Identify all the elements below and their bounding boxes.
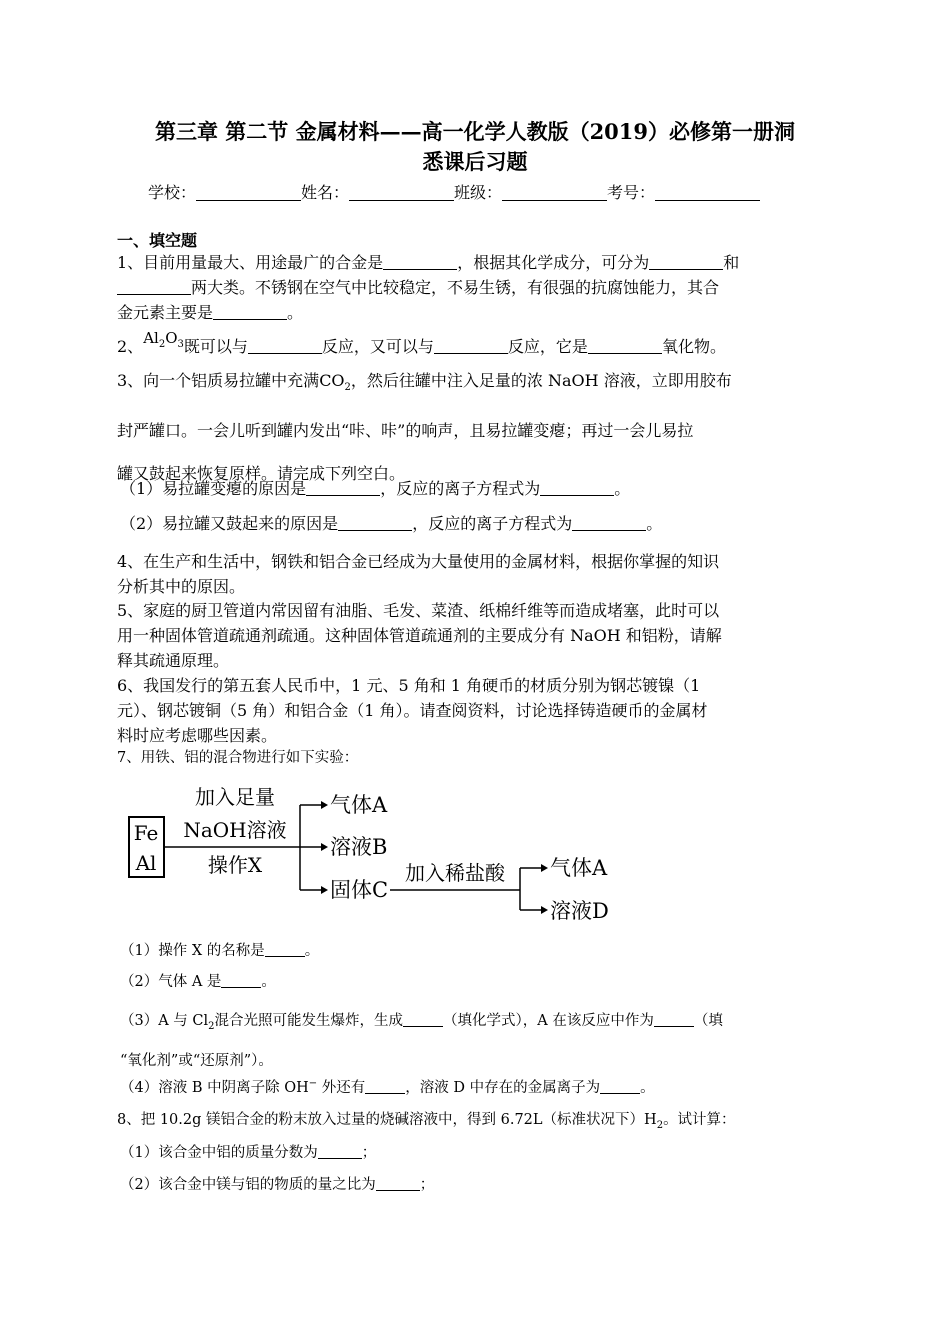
operation-label: 操作X [207, 853, 263, 877]
q2-blank-3[interactable] [588, 338, 662, 354]
q1-blank-2[interactable] [649, 254, 723, 270]
q8-s2-text-b: ； [419, 1177, 435, 1193]
question-4 [117, 549, 835, 599]
q3-s1-blank-1[interactable] [306, 480, 380, 496]
q3-text-b: ，然后往罐中注入足量的浓 NaOH 溶液，立即用胶布 [350, 371, 732, 390]
question-6 [117, 673, 835, 748]
product-gas-a: 气体A [330, 793, 388, 817]
q3-s2-text-c: 。 [646, 514, 663, 533]
page-title [100, 117, 850, 177]
q2-blank-2[interactable] [434, 338, 508, 354]
q6-line-3: 料时应考虑哪些因素。 [117, 726, 278, 745]
q7-sub-4 [120, 1071, 838, 1101]
q3-line-2: 封严罐口。一会儿听到罐内发出“咔、咔”的响声，且易拉罐变瘪；再过一会儿易拉 [117, 421, 694, 441]
formula-sub-2: 2 [158, 339, 166, 350]
name-blank[interactable] [349, 186, 454, 201]
q8-s2-text-a: （2）该合金中镁与铝的物质的量之比为 [120, 1177, 376, 1193]
q8-s1-blank[interactable] [318, 1143, 362, 1159]
q7-s3-sub: 2 [208, 1020, 215, 1032]
q7-s4-text-c: ，溶液 D 中存在的金属离子为 [405, 1079, 601, 1096]
q1-text-a: 1、目前用量最大、用途最广的合金是 [117, 253, 384, 272]
q7-s2-blank[interactable] [221, 972, 261, 988]
q3-text-a: 3、向一个铝质易拉罐中充满 [117, 371, 320, 390]
q7-s2-text-a: （2）气体 A 是 [120, 974, 222, 990]
q2-text-a: 2、 [117, 337, 144, 356]
q7-s3-blank-2[interactable] [654, 1011, 694, 1027]
q7-sub-1 [120, 939, 838, 964]
name-label: 姓名： [301, 183, 350, 202]
q7-s4-blank-1[interactable] [365, 1078, 405, 1094]
q6-line-1: 6、我国发行的第五套人民币中，1 元、5 角和 1 角硬币的材质分别为钢芯镀镍（1 [117, 676, 701, 695]
q7-s4-text-a: （4）溶液 B 中阴离子除 OH [120, 1079, 309, 1096]
q7-s1-blank[interactable] [265, 941, 305, 957]
q8-text-b: 。试计算： [663, 1112, 736, 1128]
q2-text-e: 氧化物。 [661, 337, 726, 356]
q5-line-3: 释其疏通原理。 [117, 651, 230, 670]
question-8 [117, 1108, 835, 1138]
q1-text-b: ，根据其化学成分，可分为 [457, 253, 650, 272]
co-sub: 2 [344, 382, 351, 394]
q2-text-c: 反应，又可以与 [321, 337, 434, 356]
product-solid-c: 固体C [330, 878, 389, 902]
q8-sub-2 [120, 1173, 838, 1198]
q8-text-a: 8、把 10.2g 镁铝合金的粉末放入过量的烧碱溶液中，得到 6.72L（标准状况下）H [117, 1112, 657, 1128]
q7-s3-line-2: “氧化剂”或“还原剂”）。 [120, 1052, 273, 1069]
q1-text-c: 和 [723, 253, 740, 272]
q1-text-d: 两大类。不锈钢在空气中比较稳定，不易生锈，有很强的抗腐蚀能力，其合 [191, 278, 720, 297]
box-fe-label: Fe [133, 821, 159, 845]
title-line-2: 悉课后习题 [422, 149, 528, 174]
q7-sub-3 [120, 1004, 838, 1078]
q4-line-2: 分析其中的原因。 [117, 577, 246, 596]
q3-sub-1 [120, 476, 838, 501]
q3-s2-blank-2[interactable] [572, 515, 646, 531]
q5-line-1: 5、家庭的厨卫管道内常因留有油脂、毛发、菜渣、纸棉纤维等而造成堵塞，此时可以 [117, 601, 720, 620]
q7-s3-blank-1[interactable] [403, 1011, 443, 1027]
formula-o: O [165, 329, 178, 347]
q3-s2-text-b: ，反应的离子方程式为 [412, 514, 573, 533]
q2-text-d: 反应，它是 [507, 337, 588, 356]
exam-no-label: 考号： [607, 183, 656, 202]
class-blank[interactable] [502, 186, 607, 201]
formula-sub-3: 3 [177, 339, 184, 350]
class-label: 班级： [454, 183, 503, 202]
arrowhead-solution-d [541, 906, 548, 914]
q1-text-e: 金元素主要是 [117, 303, 214, 322]
q1-blank-3[interactable] [117, 279, 191, 295]
reagent-label-1: 加入足量 [195, 785, 275, 809]
q3-s1-blank-2[interactable] [540, 480, 614, 496]
reagent-label-3: 加入稀盐酸 [405, 861, 505, 885]
q7-s4-text-d: 。 [640, 1079, 655, 1096]
question-7-intro: 7、用铁、铝的混合物进行如下实验： [117, 750, 359, 766]
title-line-1: 第三章 第二节 金属材料——高一化学人教版（2019）必修第一册洞 [154, 119, 796, 144]
q7-s3-text-d: （填 [693, 1013, 723, 1029]
q8-s2-blank[interactable] [376, 1175, 420, 1191]
q4-line-1: 4、在生产和生活中，钢铁和铝合金已经成为大量使用的金属材料，根据你掌握的知识 [117, 552, 720, 571]
q7-s4-text-b: 外还有 [317, 1079, 366, 1096]
q7-s3-text-a: （3）A 与 Cl [120, 1013, 209, 1029]
question-5 [117, 598, 835, 673]
q7-s4-sup: − [308, 1078, 318, 1089]
arrowhead-gas [321, 801, 328, 809]
co2-formula [319, 371, 351, 394]
q8-s1-text-b: ； [361, 1145, 377, 1161]
q8-s1-text-a: （1）该合金中铝的质量分数为 [120, 1145, 318, 1161]
q8-sub-1 [120, 1141, 838, 1166]
q6-line-2: 元）、钢芯镀铜（5 角）和铝合金（1 角）。请查阅资料，讨论选择铸造硬币的金属材 [117, 701, 708, 720]
q3-sub-2 [120, 511, 838, 536]
q7-s2-text-b: 。 [261, 974, 276, 990]
al2o3-formula [143, 329, 184, 350]
q3-s1-text-b: ，反应的离子方程式为 [380, 479, 541, 498]
arrowhead-solid [321, 886, 328, 894]
q1-blank-4[interactable] [213, 304, 287, 320]
formula-al: Al [143, 329, 159, 347]
q3-s2-text-a: （2）易拉罐又鼓起来的原因是 [120, 514, 339, 533]
q7-s1-text-a: （1）操作 X 的名称是 [120, 943, 265, 959]
exam-no-blank[interactable] [655, 186, 760, 201]
school-label: 学校： [148, 183, 197, 202]
question-3 [117, 359, 835, 495]
question-1 [117, 250, 835, 325]
arrowhead-solution [321, 843, 328, 851]
q5-line-2: 用一种固体管道疏通剂疏通。这种固体管道疏通剂的主要成分有 NaOH 和铝粉，请解 [117, 626, 722, 645]
school-blank[interactable] [196, 186, 301, 201]
product-gas-a-2: 气体A [550, 856, 608, 880]
q1-blank-1[interactable] [383, 254, 457, 270]
q3-s1-text-a: （1）易拉罐变瘪的原因是 [120, 479, 307, 498]
arrowhead-gas-2 [541, 864, 548, 872]
q7-sub-2 [120, 970, 838, 995]
student-info [148, 180, 760, 203]
q7-s3-text-c: （填化学式），A 在该反应中作为 [443, 1013, 654, 1029]
experiment-flow-diagram [128, 780, 628, 930]
section-heading: 一、填空题 [117, 231, 198, 250]
q3-s2-blank-1[interactable] [338, 515, 412, 531]
q2-text-b: 既可以与 [183, 337, 248, 356]
q7-s1-text-b: 。 [304, 943, 320, 959]
q3-s1-text-c: 。 [614, 479, 631, 498]
q7-s4-blank-2[interactable] [600, 1078, 640, 1094]
co-text: CO [319, 371, 345, 390]
q8-sub: 2 [656, 1119, 664, 1131]
q2-blank-1[interactable] [248, 338, 322, 354]
q7-s3-text-b: 混合光照可能发生爆炸，生成 [214, 1013, 404, 1029]
q1-text-f: 。 [287, 303, 304, 322]
product-solution-b: 溶液B [330, 835, 388, 859]
reagent-label-2: NaOH溶液 [183, 818, 287, 842]
product-solution-d: 溶液D [550, 899, 609, 923]
box-al-label: Al [135, 851, 157, 875]
q3-line-3: 罐又鼓起来恢复原样。请完成下列空白。 [117, 464, 406, 484]
